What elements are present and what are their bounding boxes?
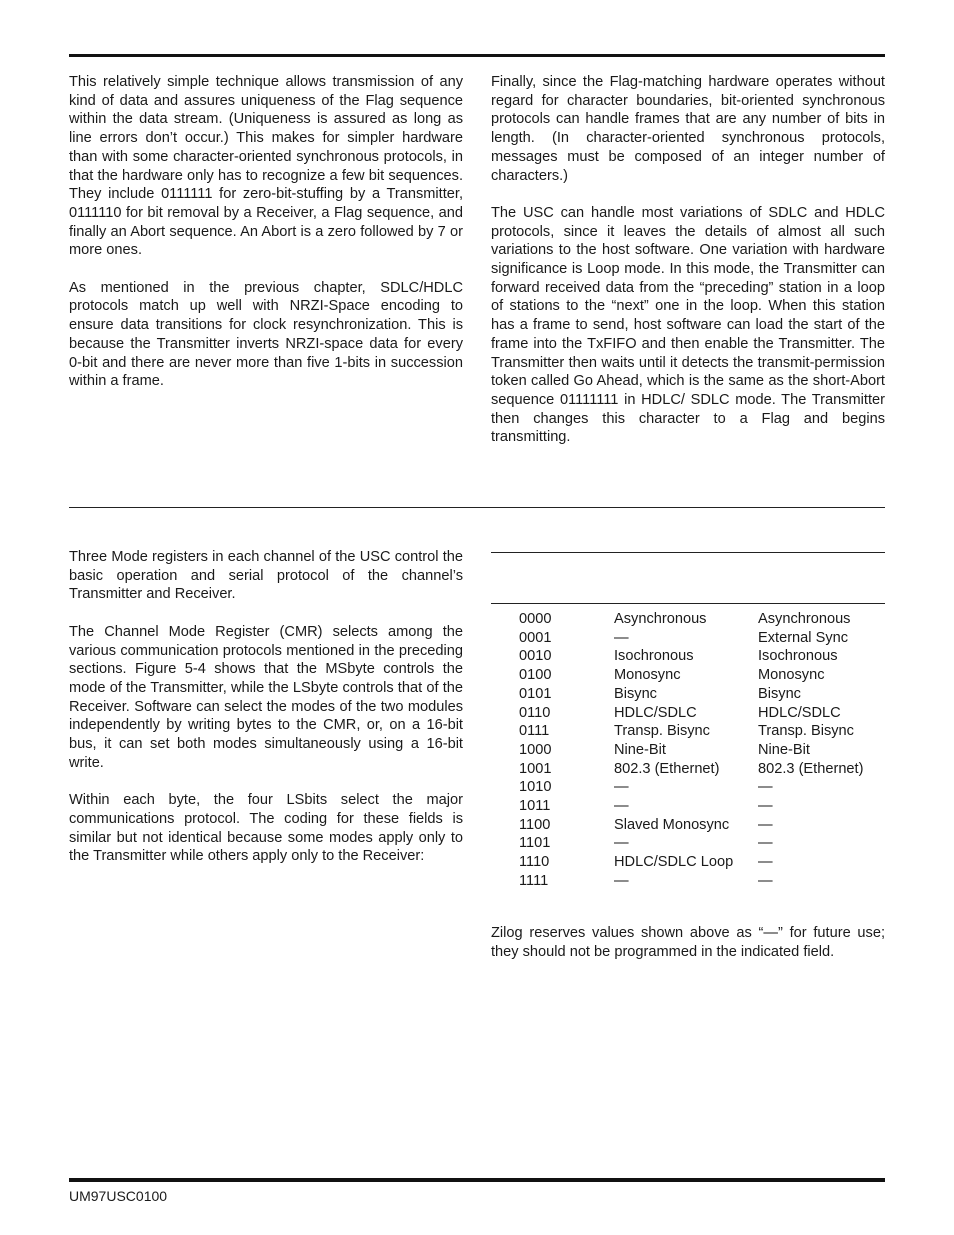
mode-code-cell: 0110 bbox=[519, 704, 551, 721]
table-row bbox=[491, 760, 885, 779]
mode-code-cell: 0111 bbox=[519, 723, 550, 740]
mode-code-cell: 1101 bbox=[519, 835, 551, 852]
table-row bbox=[491, 872, 885, 891]
indent-spacer bbox=[491, 610, 519, 629]
receiver-mode-cell: — bbox=[758, 835, 773, 852]
mode-code-cell: 1110 bbox=[519, 854, 550, 871]
header-rule bbox=[69, 54, 885, 57]
indent-spacer bbox=[491, 816, 519, 835]
table-row bbox=[491, 741, 885, 760]
mode-table bbox=[491, 610, 885, 891]
table-row bbox=[491, 722, 885, 741]
indent-spacer bbox=[491, 629, 519, 648]
transmitter-mode-cell: Transp. Bisync bbox=[614, 723, 710, 740]
transmitter-mode-cell: Bisync bbox=[614, 685, 657, 702]
indent-spacer bbox=[491, 685, 519, 704]
transmitter-mode-cell: Monosync bbox=[614, 667, 681, 684]
paragraph: Within each byte, the four LSbits select the major communications protocol. The coding for these fields is similar but not identical because some modes apply only to the Transmitter while others apply only to the Receiver: bbox=[69, 792, 463, 865]
mode-code-cell: 1010 bbox=[519, 779, 552, 796]
left-column-bottom bbox=[69, 548, 463, 885]
table-row bbox=[491, 797, 885, 816]
mode-code-cell: 0000 bbox=[519, 611, 552, 627]
document-id: UM97USC0100 bbox=[69, 1188, 168, 1204]
mode-code-cell: 0010 bbox=[519, 648, 552, 665]
receiver-mode-cell: Nine-Bit bbox=[758, 741, 810, 758]
table-row bbox=[491, 666, 885, 685]
transmitter-mode-cell: Isochronous bbox=[614, 648, 694, 665]
transmitter-mode-cell: HDLC/SDLC Loop bbox=[614, 854, 734, 871]
mode-code-cell: 0101 bbox=[519, 685, 552, 702]
indent-spacer bbox=[491, 741, 519, 760]
paragraph: Finally, since the Flag-matching hardware operates without regard for character boundaries, bit-oriented synchronous protocols can handle frames that are any number of bits in length. (In character-oriented synchronous protocols, messages must be composed of an integer number of characters.) bbox=[491, 74, 885, 184]
indent-spacer bbox=[491, 834, 519, 853]
table-row bbox=[491, 647, 885, 666]
mode-code-cell: 0001 bbox=[519, 629, 552, 646]
indent-spacer bbox=[491, 722, 519, 741]
receiver-mode-cell: HDLC/SDLC bbox=[758, 704, 841, 721]
table-row bbox=[491, 853, 885, 872]
receiver-mode-cell: Transp. Bisync bbox=[758, 723, 854, 740]
paragraph: The USC can handle most variations of SDLC and HDLC protocols, since it leaves the details of almost all such variations to the host software. One variation with hardware significance is Loop mode. In this mode, the Transmitter can forward received data from the “preceding” station in a loop of stations to the “next” one in the loop. When this station has a frame to send, host software can load the start of the frame into the TxFIFO and then enable the Transmitter. The Transmitter then waits until it detects the transmit-permission token called Go Ahead, which is the same as the short-Abort sequence 01111111 in HDLC/ SDLC mode. The Transmitter then changes this character to a Flag and begins transmitting. bbox=[491, 204, 885, 446]
indent-spacer bbox=[491, 666, 519, 685]
indent-spacer bbox=[491, 853, 519, 872]
transmitter-mode-cell: — bbox=[614, 835, 629, 852]
receiver-mode-cell: 802.3 (Ethernet) bbox=[758, 760, 864, 777]
table-row bbox=[491, 834, 885, 853]
transmitter-mode-cell: — bbox=[614, 779, 629, 796]
paragraph: As mentioned in the previous chapter, SDLC/HDLC protocols match up well with NRZI-Space encoding to ensure data transitions for clock resynchronization. This is because the Transmitter inverts NRZI-space data for every 0-bit and there are never more than five 1-bits in succession within a frame. bbox=[69, 279, 463, 390]
paragraph: This relatively simple technique allows transmission of any kind of data and assures uniqueness of the Flag sequence within the data stream. (Uniqueness is assured as long as line errors don’t occur.) This makes for simpler hardware than with some character-oriented synchronous protocols, in that the hardware only has to recognize a few bit sequences. They include 0111111 for zero-bit-stuffing by a Transmitter, 0111110 for bit removal by a Receiver, a Flag sequence, and finally an Abort sequence. An Abort is a zero followed by 7 or more ones. bbox=[69, 74, 463, 259]
receiver-mode-cell: External Sync bbox=[758, 629, 849, 646]
receiver-mode-cell: Asynchronous bbox=[758, 611, 851, 627]
transmitter-mode-cell: HDLC/SDLC bbox=[614, 704, 697, 721]
right-column-top bbox=[491, 73, 885, 466]
receiver-mode-cell: — bbox=[758, 816, 773, 833]
transmitter-mode-cell: Slaved Monosync bbox=[614, 816, 730, 833]
table-row bbox=[491, 629, 885, 648]
mode-code-cell: 0100 bbox=[519, 667, 552, 684]
receiver-mode-cell: Monosync bbox=[758, 667, 825, 684]
receiver-mode-cell: — bbox=[758, 798, 773, 815]
indent-spacer bbox=[491, 778, 519, 797]
transmitter-mode-cell: — bbox=[614, 798, 629, 815]
indent-spacer bbox=[491, 704, 519, 723]
mode-code-cell: 1001 bbox=[519, 760, 552, 777]
transmitter-mode-cell: 802.3 (Ethernet) bbox=[614, 760, 720, 777]
receiver-mode-cell: Isochronous bbox=[758, 648, 838, 665]
receiver-mode-cell: — bbox=[758, 779, 773, 796]
table-row bbox=[491, 778, 885, 797]
receiver-mode-cell: Bisync bbox=[758, 685, 801, 702]
mode-code-cell: 1111 bbox=[519, 872, 549, 889]
table-row bbox=[491, 816, 885, 835]
receiver-mode-cell: — bbox=[758, 854, 773, 871]
indent-spacer bbox=[491, 872, 519, 891]
table-row bbox=[491, 704, 885, 723]
indent-spacer bbox=[491, 647, 519, 666]
table-row bbox=[491, 610, 885, 629]
table-top-rule bbox=[491, 552, 885, 553]
mode-code-cell: 1100 bbox=[519, 816, 551, 833]
indent-spacer bbox=[491, 760, 519, 779]
mode-code-cell: 1011 bbox=[519, 798, 551, 815]
paragraph: The Channel Mode Register (CMR) selects among the various communication protocols mentioned in the preceding sections. Figure 5-4 shows that the MSbyte controls the mode of the Transmitter, while the LSbyte controls that of the Receiver. Software can select the modes of the two modules independently by writing bytes to the CMR, or, on a 16-bit bus, it can set both modes simultaneously using a 16-bit write. bbox=[69, 623, 463, 771]
table-header-rule bbox=[491, 603, 885, 604]
section-rule bbox=[69, 507, 885, 508]
transmitter-mode-cell: — bbox=[614, 872, 629, 889]
transmitter-mode-cell: Nine-Bit bbox=[614, 741, 666, 758]
paragraph: Three Mode registers in each channel of the USC control the basic operation and serial protocol of the channel’s Transmitter and Receiver. bbox=[69, 549, 463, 603]
reserved-values-note: Zilog reserves values shown above as “—” for future use; they should not be programmed in the indicated field. bbox=[491, 925, 885, 960]
footer-rule bbox=[69, 1178, 885, 1182]
table-row bbox=[491, 685, 885, 704]
mode-code-cell: 1000 bbox=[519, 741, 552, 758]
transmitter-mode-cell: — bbox=[614, 629, 629, 646]
receiver-mode-cell: — bbox=[758, 872, 773, 889]
indent-spacer bbox=[491, 797, 519, 816]
transmitter-mode-cell: Asynchronous bbox=[614, 611, 707, 627]
left-column-top bbox=[69, 73, 463, 410]
